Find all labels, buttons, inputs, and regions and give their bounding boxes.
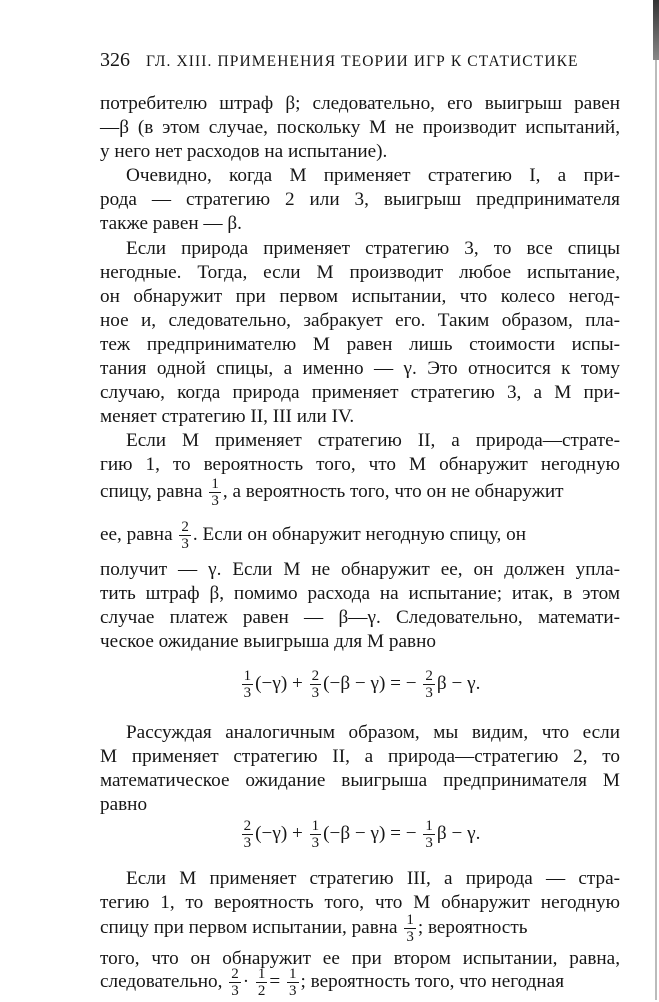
fraction-denominator: 3: [289, 983, 297, 1000]
text-line: меняет стратегию II, III или IV.: [100, 406, 355, 427]
fraction-denominator: 3: [425, 685, 433, 702]
text-fragment: спицу при первом испытании, равна: [100, 917, 398, 938]
fraction-two-thirds: [310, 668, 322, 701]
fraction-numerator: 1: [257, 966, 266, 983]
text-fragment: , а вероятность того, что он не обнаружит: [222, 481, 564, 502]
text-line: Рассуждая аналогичным образом, мы видим, что если: [126, 722, 620, 743]
fraction-numerator: 2: [311, 668, 320, 685]
fraction-numerator: 2: [181, 519, 189, 536]
formula-fragment: (−γ) +: [255, 673, 303, 694]
fraction-one-third: [423, 818, 435, 851]
fraction-denominator: 3: [406, 929, 414, 946]
fraction-denominator: 3: [211, 493, 219, 510]
text-line: также равен — β.: [100, 213, 242, 234]
fraction-one-third: [287, 966, 299, 999]
text-line: тегию 1, то вероятность того, что М обнаружит негодную: [100, 892, 620, 913]
fraction-numerator: 1: [311, 818, 320, 835]
formula-fragment: (−γ) +: [255, 823, 303, 844]
text-line: М применяет стратегию II, а природа—стратегию 2, то: [100, 746, 620, 767]
text-line: потребителю штраф β; следовательно, его выигрыш равен: [100, 93, 620, 114]
running-header: [100, 48, 620, 74]
text-fragment: ; вероятность: [417, 917, 528, 938]
text-line: ческое ожидание выигрыша для М равно: [100, 631, 436, 652]
text-fragment: ; вероятность того, что негодная: [300, 971, 565, 992]
text-line: у него нет расходов на испытание).: [100, 141, 388, 162]
text-line: тания одной спицы, а именно — γ. Это относится к тому: [100, 358, 620, 379]
fraction-denominator: 2: [257, 983, 266, 1000]
formula-expectation-1: [100, 664, 620, 708]
text-line: Очевидно, когда М применяет стратегию I, а при-: [126, 165, 620, 186]
text-line: теж предпринимателю М равен лишь стоимости испы-: [100, 334, 620, 355]
text-line: получит — γ. Если М не обнаружит ее, он должен упла-: [100, 559, 620, 580]
fraction-two-thirds: [229, 966, 241, 999]
fraction-numerator: 2: [243, 818, 252, 835]
text-line: математическое ожидание выигрыша предпринимателя М: [100, 770, 620, 791]
text-line-with-fraction: [100, 515, 620, 555]
fraction-denominator: 3: [311, 835, 320, 852]
text-line: он обнаружит при первом испытании, что колесо негод-: [100, 286, 620, 307]
formula-fragment: β − γ.: [436, 673, 481, 694]
text-line: равно: [100, 794, 148, 815]
fraction-one-third: [242, 668, 254, 701]
text-fragment: ее, равна: [100, 524, 173, 545]
text-line: Если М применяет стратегию III, а природа — стра-: [126, 868, 620, 889]
fraction-numerator: 1: [406, 912, 414, 929]
fraction-denominator: 3: [425, 835, 433, 852]
text-line: рода — стратегию 2 или 3, выигрыш предпринимателя: [100, 189, 620, 210]
running-title: ГЛ. XIII. ПРИМЕНЕНИЯ ТЕОРИИ ИГР К СТАТИСТИКЕ: [146, 53, 579, 70]
fraction-two-thirds: [242, 818, 254, 851]
text-line: Если природа применяет стратегию 3, то все спицы: [126, 238, 620, 259]
fraction-numerator: 1: [211, 476, 219, 493]
text-fragment: ·: [242, 971, 250, 992]
fraction-numerator: 1: [289, 966, 297, 983]
formula-fragment: (−β − γ) = −: [323, 673, 417, 694]
fraction-one-third: [310, 818, 322, 851]
page-edge-mark: [653, 0, 659, 60]
text-line-with-fraction: [100, 908, 620, 948]
fraction-numerator: 1: [243, 668, 252, 685]
text-line-with-fraction: [100, 962, 620, 1002]
fraction-denominator: 3: [243, 685, 252, 702]
formula-expectation-2: [100, 814, 620, 858]
text-line: случае платеж равен — β—γ. Следовательно, математи-: [100, 607, 620, 628]
fraction-one-third: [404, 912, 416, 945]
text-line-with-fraction: [100, 472, 620, 512]
fraction-numerator: 2: [231, 966, 239, 983]
fraction-numerator: 2: [425, 668, 433, 685]
fraction-numerator: 1: [425, 818, 433, 835]
text-fragment: спицу, равна: [100, 481, 203, 502]
text-line: Если М применяет стратегию II, а природа—страте-: [126, 430, 620, 451]
fraction-denominator: 3: [231, 983, 239, 1000]
text-fragment: =: [269, 971, 281, 992]
formula-fragment: (−β − γ) = −: [323, 823, 417, 844]
fraction-denominator: 3: [243, 835, 252, 852]
fraction-two-thirds: [179, 519, 191, 552]
fraction-denominator: 3: [311, 685, 320, 702]
text-line: негодные. Тогда, если М производит любое испытание,: [100, 262, 620, 283]
page-edge-line: [655, 60, 657, 1000]
text-line: ное и, следовательно, забракует его. Таким образом, пла-: [100, 310, 620, 331]
text-line: гию 1, то вероятность того, что М обнаружит негодную: [100, 454, 620, 475]
text-fragment: следовательно,: [100, 971, 223, 992]
fraction-two-thirds: [423, 668, 435, 701]
text-line: случаю, когда природа применяет стратегию 3, а М при-: [100, 382, 620, 403]
text-fragment: . Если он обнаружит негодную спицу, он: [192, 524, 526, 545]
fraction-denominator: 3: [181, 536, 189, 553]
text-line: —β (в этом случае, поскольку М не производит испытаний,: [100, 117, 620, 138]
page-number: 326: [100, 49, 130, 71]
fraction-one-half: [256, 966, 268, 999]
formula-fragment: β − γ.: [436, 823, 481, 844]
fraction-one-third: [209, 476, 221, 509]
text-line: того, что он обнаружит ее при втором испытании, равна,: [100, 948, 620, 969]
text-line: тить штраф β, помимо расхода на испытание; итак, в этом: [100, 583, 620, 604]
